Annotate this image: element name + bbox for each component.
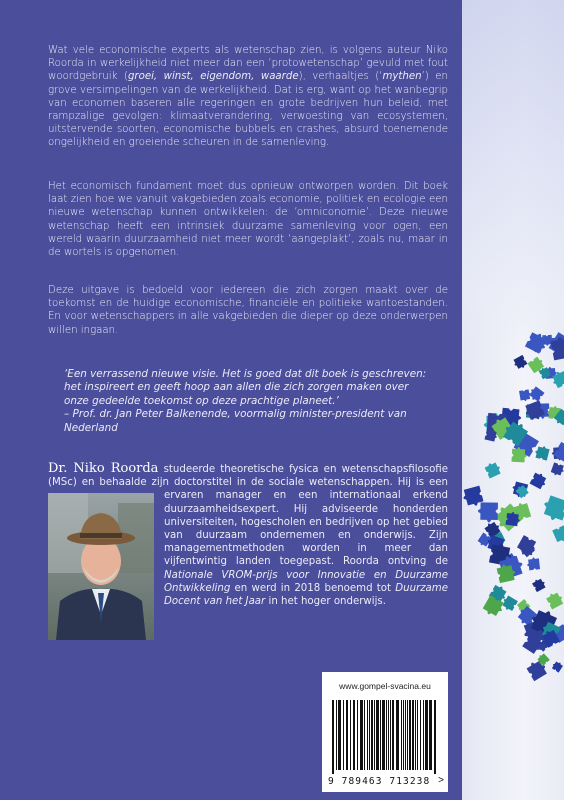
barcode-bar [357,700,358,770]
description-paragraph-1-segment: mythen [382,71,422,83]
puzzle-piece [534,444,550,460]
barcode-bar [350,700,351,770]
puzzle-piece [550,462,564,477]
puzzle-piece [545,590,564,609]
isbn-digits: 9 789463 713238 [328,776,431,787]
description-paragraph-1-segment: groei, winst, eigendom, waarde [127,71,299,83]
barcode-bar [415,700,416,770]
barcode-bar [386,700,387,770]
barcode-bar [417,700,418,770]
barcode-box [322,672,448,792]
barcode-bar [420,700,421,770]
barcode-bar [374,700,375,770]
isbn-arrow: > [438,775,444,786]
description-paragraph-1 [48,44,448,150]
barcode-bar [346,700,348,770]
quote-text: ‘Een verrassend nieuwe visie. Het is goed dat dit boek is geschreven: het inspireert en geeft hoop aan allen die zich zorgen maken over onze gedeelde toekomst op deze prachtige planeet.’ [64,368,427,407]
isbn-barcode [332,700,438,774]
description-paragraph-1-segment: Wat vele economische experts als wetenschap zien, is volgens auteur Niko Roorda in werkelijkheid niet meer dan een ‘protowetenschap’ gevuld met fout woordgebruik ( [48,45,448,83]
barcode-bar [396,700,399,770]
description-paragraph-2: Het economisch fundament moet dus opnieuw ontworpen worden. Dit boek laat zien hoe we vanuit vakgebieden zoals economie, politiek en ecologie een nieuwe wetenschap kunnen ontwikkelen: de ‘omniconomie’. Deze nieuwe wetenschap heeft een intrinsiek duurzame samenleving voor ogen, een wereld waarin duurzaamheid niet meer wordt ‘aangeplakt’, zoals nu, maar in de wortels is opgenomen. [48,181,448,259]
puzzle-piece [552,525,564,544]
author-name: Dr. Niko Roorda [48,461,159,476]
puzzle-piece [519,389,532,402]
puzzle-piece [531,577,546,592]
barcode-bar [392,700,394,770]
barcode-bar [403,700,404,770]
puzzle-piece [530,471,549,490]
barcode-bar [380,700,381,770]
puzzle-piece [526,557,540,571]
quote-attribution: – Prof. dr. Jan Peter Balkenende, voormalig minister-president van Nederland [64,408,407,434]
barcode-bar [429,700,432,770]
barcode-bar [423,700,424,770]
barcode-bar [425,700,428,770]
barcode-bar [332,700,334,774]
puzzle-piece [540,494,564,523]
bio-segment: Nationale VROM-prijs voor Innovatie en Duurzame Ontwikkeling [164,569,448,594]
bio-segment: Hij is een ervaren manager en een internationaal erkend duurzaamheidsexpert. Hij adviseerde honderden universiteiten, hogescholen en bedrijven op het gebied van duurzaam ondernemen en onderwijs. Zijn managementmethoden worden in meer dan vijfentwintig landen toegepast. Roorda ontving de [164,477,448,568]
author-bio [48,462,448,640]
description-paragraph-1-segment: ), verhaaltjes (‘ [298,71,383,83]
publisher-url: www.gompel-svacina.eu [339,681,431,691]
barcode-bar [401,700,402,770]
barcode-bar [338,700,341,770]
bio-segment: in het hoger onderwijs. [265,596,386,608]
barcode-bar [405,700,406,770]
bio-text-rest [164,477,448,607]
bio-text: studeerde theoretische fysica en wetenschapsfilosofie (MSc) en behaalde zijn doctorstitel in de sociale wetenschappen. [48,464,448,489]
barcode-bar [343,700,344,770]
barcode-bar [369,700,370,770]
barcode-bar [412,700,414,770]
barcode-bar [409,700,411,770]
barcode-bar [388,700,389,770]
puzzle-image-panel [462,0,564,800]
puzzle-piece [484,460,502,478]
endorsement-quote [64,368,436,435]
author-photo [48,493,154,640]
puzzle-pieces-illustration [462,0,564,800]
description-paragraph-3: Deze uitgave is bedoeld voor iedereen die zich zorgen maakt over de toekomst en de huidige economische, financiële en politieke wantoestanden. En voor wetenschappers in alle vakgebieden die dieper op deze onderwerpen willen ingaan. [48,285,448,336]
barcode-bar [434,700,436,774]
puzzle-piece [478,502,498,522]
barcode-bar [336,700,337,770]
barcode-bar [353,700,355,770]
barcode-bar [390,700,391,770]
puzzle-piece [551,660,564,673]
barcode-bar [382,700,385,770]
barcode-bar [367,700,368,770]
bio-segment: Duurzame Docent van het Jaar [164,582,448,608]
barcode-bar [371,700,373,770]
puzzle-piece [512,355,528,371]
barcode-bar [360,700,363,770]
description-paragraph-1-segment: ’) en grove versimpelingen van de werkelijkheid. Dat is erg, want op het wanbegrip van economen baseren alle regeringen en grote bedrijven hun beleid, met rampzalige gevolgen: klimaatverandering, verwoesting van ecosystemen, uitstervende soorten, economische bubbels en crashes, absurd toenemende ongelijkheid en groeiende scheuren in de samenleving. [48,71,448,149]
bio-segment: en werd in 2018 benoemd tot [230,582,396,594]
barcode-bar [407,700,408,770]
barcode-bar [376,700,379,770]
barcode-bar [364,700,365,770]
